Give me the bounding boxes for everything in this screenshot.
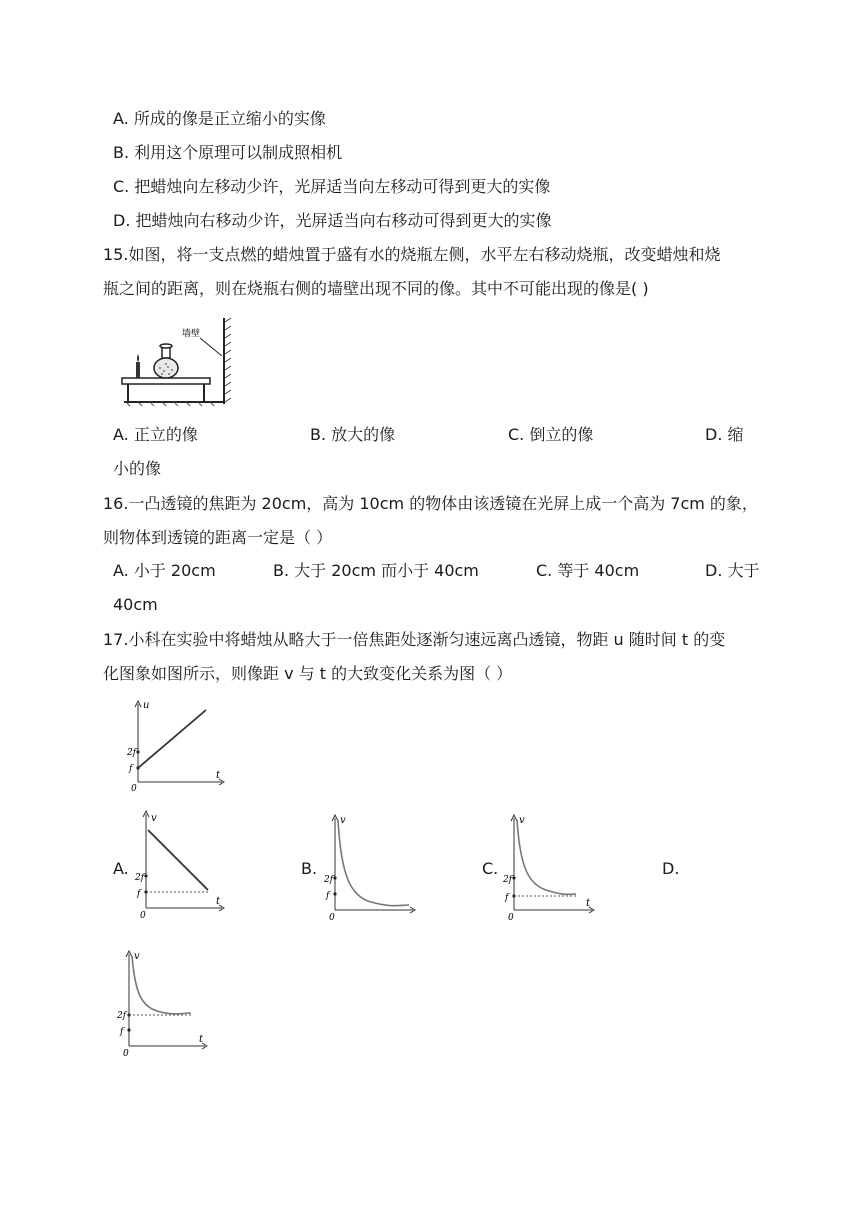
graph-a-tick-f: f: [137, 889, 141, 899]
graph-b-origin: 0: [329, 913, 335, 922]
q15-option-b: B. 放大的像: [310, 425, 396, 444]
q17-option-d-label: D.: [662, 859, 680, 878]
q16-option-d: D. 大于: [705, 561, 760, 580]
graph-d-origin: 0: [123, 1049, 129, 1059]
q15-option-c: C. 倒立的像: [508, 425, 594, 444]
q15-figure: [116, 316, 238, 408]
graph-c-tick-2f: 2f: [503, 875, 513, 885]
graph-a-curve: [148, 830, 208, 890]
graph-a-y-label: v: [151, 813, 157, 824]
graph-d-x-label: t: [199, 1034, 204, 1045]
graph-d-tick-f: f: [120, 1027, 124, 1037]
q14-option-a: A. 所成的像是正立缩小的实像: [113, 109, 326, 128]
q17-main-tick-2f: 2f: [127, 748, 137, 758]
graph-a-tick-2f: 2f: [135, 873, 145, 883]
q15-stem-line1: 15.如图，将一支点燃的蜡烛置于盛有水的烧瓶左侧，水平左右移动烧瓶，改变蜡烛和烧: [103, 245, 721, 264]
graph-d-curve: [132, 956, 191, 1014]
graph-b-tick-2f: 2f: [324, 875, 334, 885]
q17-option-a-graph: [132, 808, 228, 920]
graph-c-tick-f: f: [505, 893, 509, 903]
q17-stem-line1: 17.小科在实验中将蜡烛从略大于一倍焦距处逐渐匀速远离凸透镜，物距 u 随时间 t 的变: [103, 630, 726, 649]
q14-option-c: C. 把蜡烛向左移动少许，光屏适当向左移动可得到更大的实像: [113, 177, 551, 196]
graph-c-curve: [517, 820, 576, 894]
q17-main-tick-f: f: [129, 764, 133, 774]
graph-b-tick-f: f: [326, 891, 330, 901]
q16-option-a: A. 小于 20cm: [113, 561, 216, 580]
q17-main-origin: 0: [131, 784, 137, 794]
graph-d-y-label: v: [134, 951, 140, 962]
graph-c-y-label: v: [519, 815, 525, 826]
q15-stem-line2: 瓶之间的距离，则在烧瓶右侧的墙壁出现不同的像。其中不可能出现的像是( ): [103, 279, 649, 298]
q17-option-b-label: B.: [301, 859, 318, 878]
q17-option-c-graph: [500, 812, 600, 922]
q15-figure-wall-label: 墙壁: [182, 329, 201, 339]
q17-option-d-graph: [113, 948, 213, 1060]
q15-option-d-continued: 小的像: [113, 459, 162, 478]
q16-option-b: B. 大于 20cm 而小于 40cm: [273, 561, 479, 580]
q17-option-b-graph: [321, 812, 421, 922]
q14-option-b: B. 利用这个原理可以制成照相机: [113, 143, 343, 162]
q17-main-x-label: t: [216, 770, 221, 781]
graph-c-origin: 0: [508, 913, 514, 922]
q14-option-d: D. 把蜡烛向右移动少许，光屏适当向右移动可得到更大的实像: [113, 211, 552, 230]
graph-b-y-label: v: [340, 815, 346, 826]
graph-b-curve: [338, 820, 409, 906]
q16-option-c: C. 等于 40cm: [536, 561, 640, 580]
q16-option-d-continued: 40cm: [113, 595, 158, 614]
q15-option-d: D. 缩: [705, 425, 744, 444]
q17-main-y-label: u: [143, 700, 150, 711]
q17-main-graph: [124, 698, 228, 794]
graph-d-tick-2f: 2f: [117, 1011, 127, 1021]
graph-c-x-label: t: [586, 898, 591, 909]
graph-a-origin: 0: [140, 911, 146, 920]
q17-option-a-label: A.: [113, 859, 129, 878]
q17-stem-line2: 化图象如图所示，则像距 v 与 t 的大致变化关系为图（ ）: [103, 664, 513, 683]
q15-option-a: A. 正立的像: [113, 425, 198, 444]
q16-stem-line1: 16.一凸透镜的焦距为 20cm，高为 10cm 的物体由该透镜在光屏上成一个高为 7cm 的象，: [103, 494, 758, 513]
q17-main-line: [138, 710, 206, 768]
q16-stem-line2: 则物体到透镜的距离一定是（ ）: [103, 528, 333, 547]
graph-a-x-label: t: [216, 896, 221, 907]
q17-option-c-label: C.: [482, 859, 499, 878]
